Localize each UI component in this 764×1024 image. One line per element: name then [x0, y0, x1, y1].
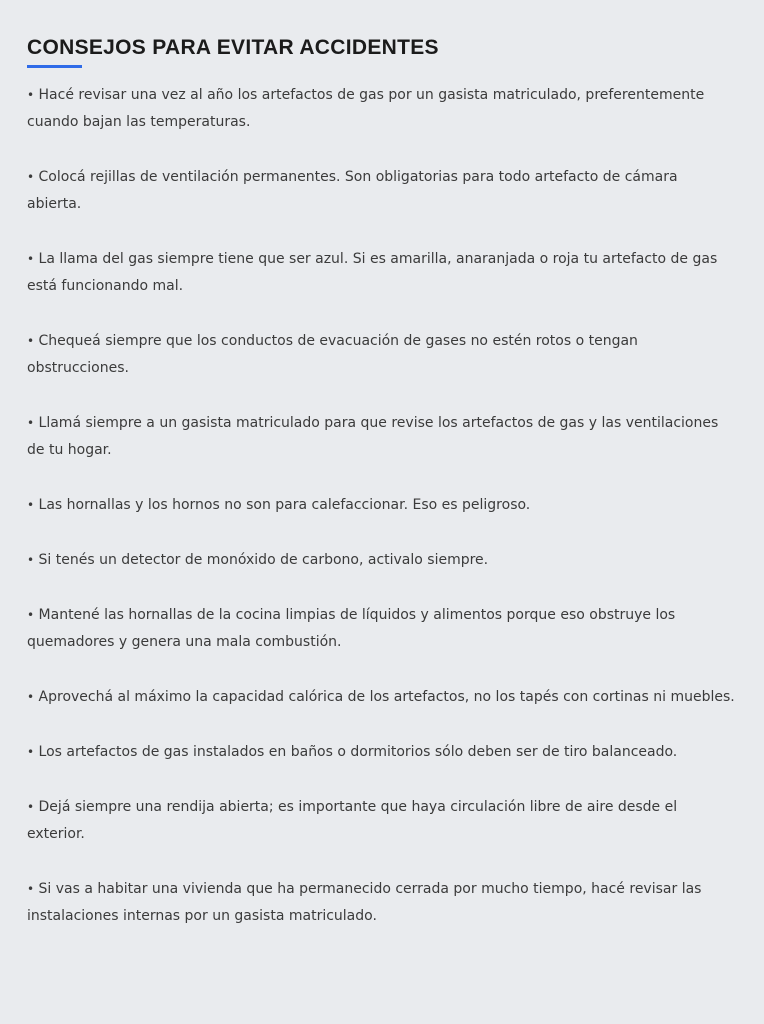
bullet: •	[27, 553, 35, 567]
tip-text: Colocá rejillas de ventilación permanentes. Son obligatorias para todo artefacto de cámara abierta.	[27, 169, 678, 212]
tip-item	[27, 246, 736, 300]
bullet: •	[27, 252, 35, 266]
tip-text: Llamá siempre a un gasista matriculado para que revise los artefactos de gas y las ventilaciones de tu hogar.	[27, 415, 719, 458]
tip-text: Los artefactos de gas instalados en baños o dormitorios sólo deben ser de tiro balanceado.	[38, 744, 678, 760]
tip-item	[27, 739, 736, 766]
bullet: •	[27, 416, 35, 430]
tip-text: Chequeá siempre que los conductos de evacuación de gases no estén rotos o tengan obstrucciones.	[27, 333, 638, 376]
tip-item	[27, 82, 736, 136]
tip-item	[27, 410, 736, 464]
bullet: •	[27, 170, 35, 184]
tip-item	[27, 794, 736, 848]
bullet: •	[27, 800, 35, 814]
bullet: •	[27, 88, 35, 102]
tip-item	[27, 492, 736, 519]
tip-item	[27, 876, 736, 930]
bullet: •	[27, 608, 35, 622]
title-underline	[27, 65, 82, 68]
tip-item	[27, 602, 736, 656]
tip-text: Aprovechá al máximo la capacidad calórica de los artefactos, no los tapés con cortinas ni muebles.	[38, 689, 735, 705]
bullet: •	[27, 690, 35, 704]
tip-item	[27, 547, 736, 574]
bullet: •	[27, 334, 35, 348]
bullet: •	[27, 882, 35, 896]
tip-item	[27, 164, 736, 218]
bullet: •	[27, 498, 35, 512]
tip-text: Hacé revisar una vez al año los artefactos de gas por un gasista matriculado, preferentemente cuando bajan las temperaturas.	[27, 87, 705, 130]
tip-item	[27, 328, 736, 382]
section-title: CONSEJOS PARA EVITAR ACCIDENTES	[27, 36, 439, 59]
bullet: •	[27, 745, 35, 759]
tip-text: Si vas a habitar una vivienda que ha permanecido cerrada por mucho tiempo, hacé revisar las instalaciones internas por un gasista matriculado.	[27, 881, 702, 924]
tip-text: Dejá siempre una rendija abierta; es importante que haya circulación libre de aire desde el exterior.	[27, 799, 678, 842]
tips-list	[27, 82, 736, 930]
tip-text: Mantené las hornallas de la cocina limpias de líquidos y alimentos porque eso obstruye los quemadores y genera una mala combustión.	[27, 607, 676, 650]
tip-text: La llama del gas siempre tiene que ser azul. Si es amarilla, anaranjada o roja tu artefacto de gas está funcionando mal.	[27, 251, 718, 294]
tip-item	[27, 684, 736, 711]
tip-text: Si tenés un detector de monóxido de carbono, activalo siempre.	[38, 552, 489, 568]
tip-text: Las hornallas y los hornos no son para calefaccionar. Eso es peligroso.	[38, 497, 531, 513]
